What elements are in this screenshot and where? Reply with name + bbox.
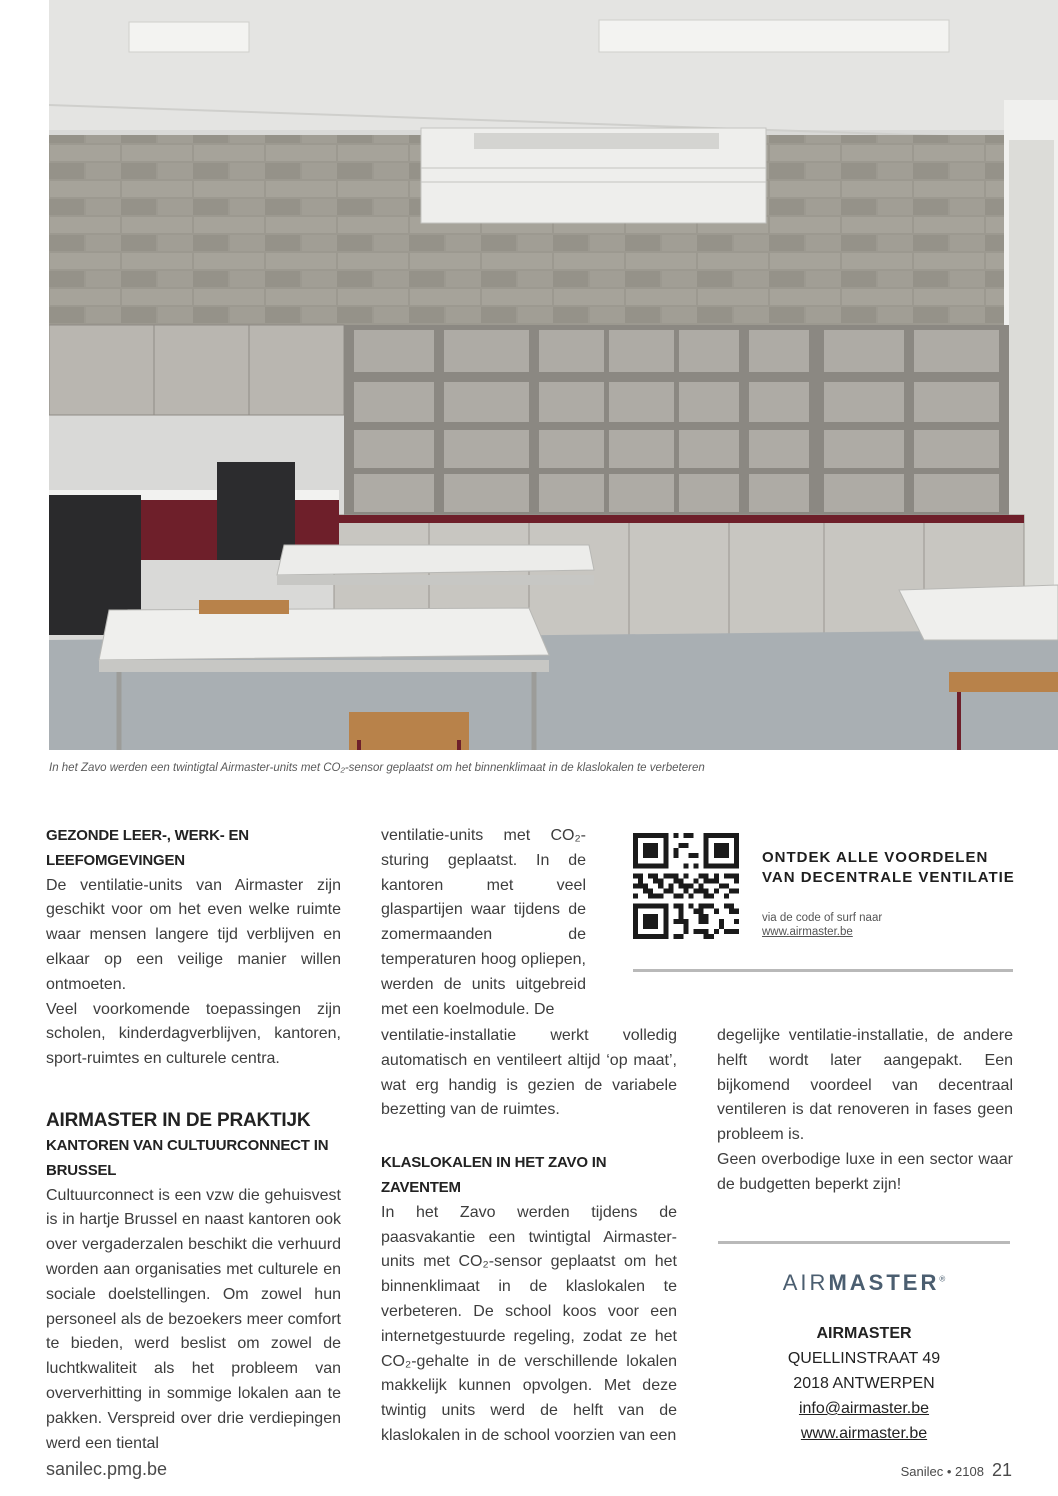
qr-code-graphic (633, 833, 739, 939)
column-2-top (381, 824, 586, 1022)
logo-air: AIR (782, 1270, 829, 1295)
paragraph-units-cooling: ventilatie-units met CO₂-sturing geplaatst. In de kantoren met veel glaspartijen waar tijdens de zomermaanden de temperaturen hoog opliepen, werden de units uitgebreid met een koelmodule. De (381, 827, 586, 1018)
spacer (381, 1123, 677, 1151)
logo-registered-mark: ® (939, 1274, 946, 1284)
heading-airmaster-practice: AIRMASTER IN DE PRAKTIJK (46, 1109, 311, 1131)
paragraph-applications: Veel voorkomende toepassingen zijn scholen, kinderdagverblijven, kantoren, sport-ruimtes en culturele centra. (46, 1000, 341, 1068)
footer-site[interactable]: sanilec.pmg.be (46, 1459, 168, 1479)
footer-issue-label: Sanilec • 2108 (900, 1464, 984, 1479)
column-1 (46, 824, 341, 1456)
company-website-link[interactable]: www.airmaster.be (800, 1425, 928, 1442)
column-2-bottom (381, 1024, 677, 1449)
page-number: 21 (991, 1460, 1012, 1480)
promo-title: ONTDEK ALLE VOORDELEN VAN DECENTRALE VENTILATIE (762, 849, 1015, 886)
photo-caption: In het Zavo werden een twintigtal Airmaster-units met CO₂-sensor geplaatst om het binnenklimaat in de klaslokalen te verbeteren (49, 762, 705, 774)
footer-issue (901, 1460, 1012, 1481)
classroom-illustration (49, 0, 1058, 750)
company-street: QUELLINSTRAAT 49 (787, 1350, 941, 1367)
divider-top (633, 969, 1013, 972)
paragraph-intro: De ventilatie-units van Airmaster zijn geschikt voor om het even welke ruimte waar mensen langere tijd verblijven en elkaar op een veilige manier willen ontmoeten. (46, 876, 341, 993)
spacer (46, 1072, 341, 1108)
heading-klaslokalen: KLASLOKALEN IN HET ZAVO IN ZAVENTEM (381, 1154, 607, 1196)
company-name: AIRMASTER (816, 1325, 912, 1342)
heading-healthy-environments: GEZONDE LEER-, WERK- EN LEEFOMGEVINGEN (46, 827, 249, 869)
logo-master: MASTER (828, 1270, 940, 1295)
company-email-link[interactable]: info@airmaster.be (798, 1400, 930, 1417)
classroom-photo (49, 0, 1058, 750)
divider-company (718, 1241, 1010, 1244)
paragraph-zavo: In het Zavo werden tijdens de paasvakantie een twintigtal Airmaster-units met CO₂-sensor geplaatst om het binnenklimaat in de klaslokalen te verbeteren. De school koos voor een internetgestuurde regeling, zodat ze het CO₂-gehalte in de verschillende lokalen makkelijk kunnen opvolgen. Met deze twintig units werd de helft van de klaslokalen in de school voorzien van een (381, 1203, 677, 1444)
paragraph-installation: ventilatie-installatie werkt volledig automatisch en ventileert altijd ‘op maat’, wat erg handig is gezien de variabele bezetting van de ruimtes. (381, 1027, 677, 1119)
heading-cultuurconnect: KANTOREN VAN CULTUURCONNECT IN BRUSSEL (46, 1136, 329, 1179)
qr-code[interactable] (633, 833, 739, 939)
paragraph-conclusion: Geen overbodige luxe in een sector waar de budgetten beperkt zijn! (717, 1150, 1013, 1193)
paragraph-renovation: degelijke ventilatie-installatie, de andere helft wordt later aangepakt. Een bijkomend voordeel van decentraal ventileren is dat renoveren in fases geen probleem is. (717, 1027, 1013, 1144)
paragraph-cultuurconnect: Cultuurconnect is een vzw die gehuisvest is in hartje Brussel en naast kantoren ook over vergaderzalen beschikt die verhuurd worden aan organisaties met culturele en sociale doelstellingen. Om zowel hun personeel als de bezoekers meer comfort te bieden, werd beslist om zowel de luchtkwaliteit als het probleem van oververhitting in sommige lokalen aan te pakken. Verspreid over drie verdiepingen werd een tiental (46, 1186, 341, 1452)
company-city: 2018 ANTWERPEN (793, 1375, 935, 1392)
promo-website-link[interactable]: www.airmaster.be (762, 926, 853, 938)
promo-subtext: via de code of surf naar (762, 912, 883, 924)
airmaster-logo (718, 1270, 1010, 1296)
column-3 (717, 1024, 1013, 1198)
company-contact (718, 1321, 1010, 1446)
